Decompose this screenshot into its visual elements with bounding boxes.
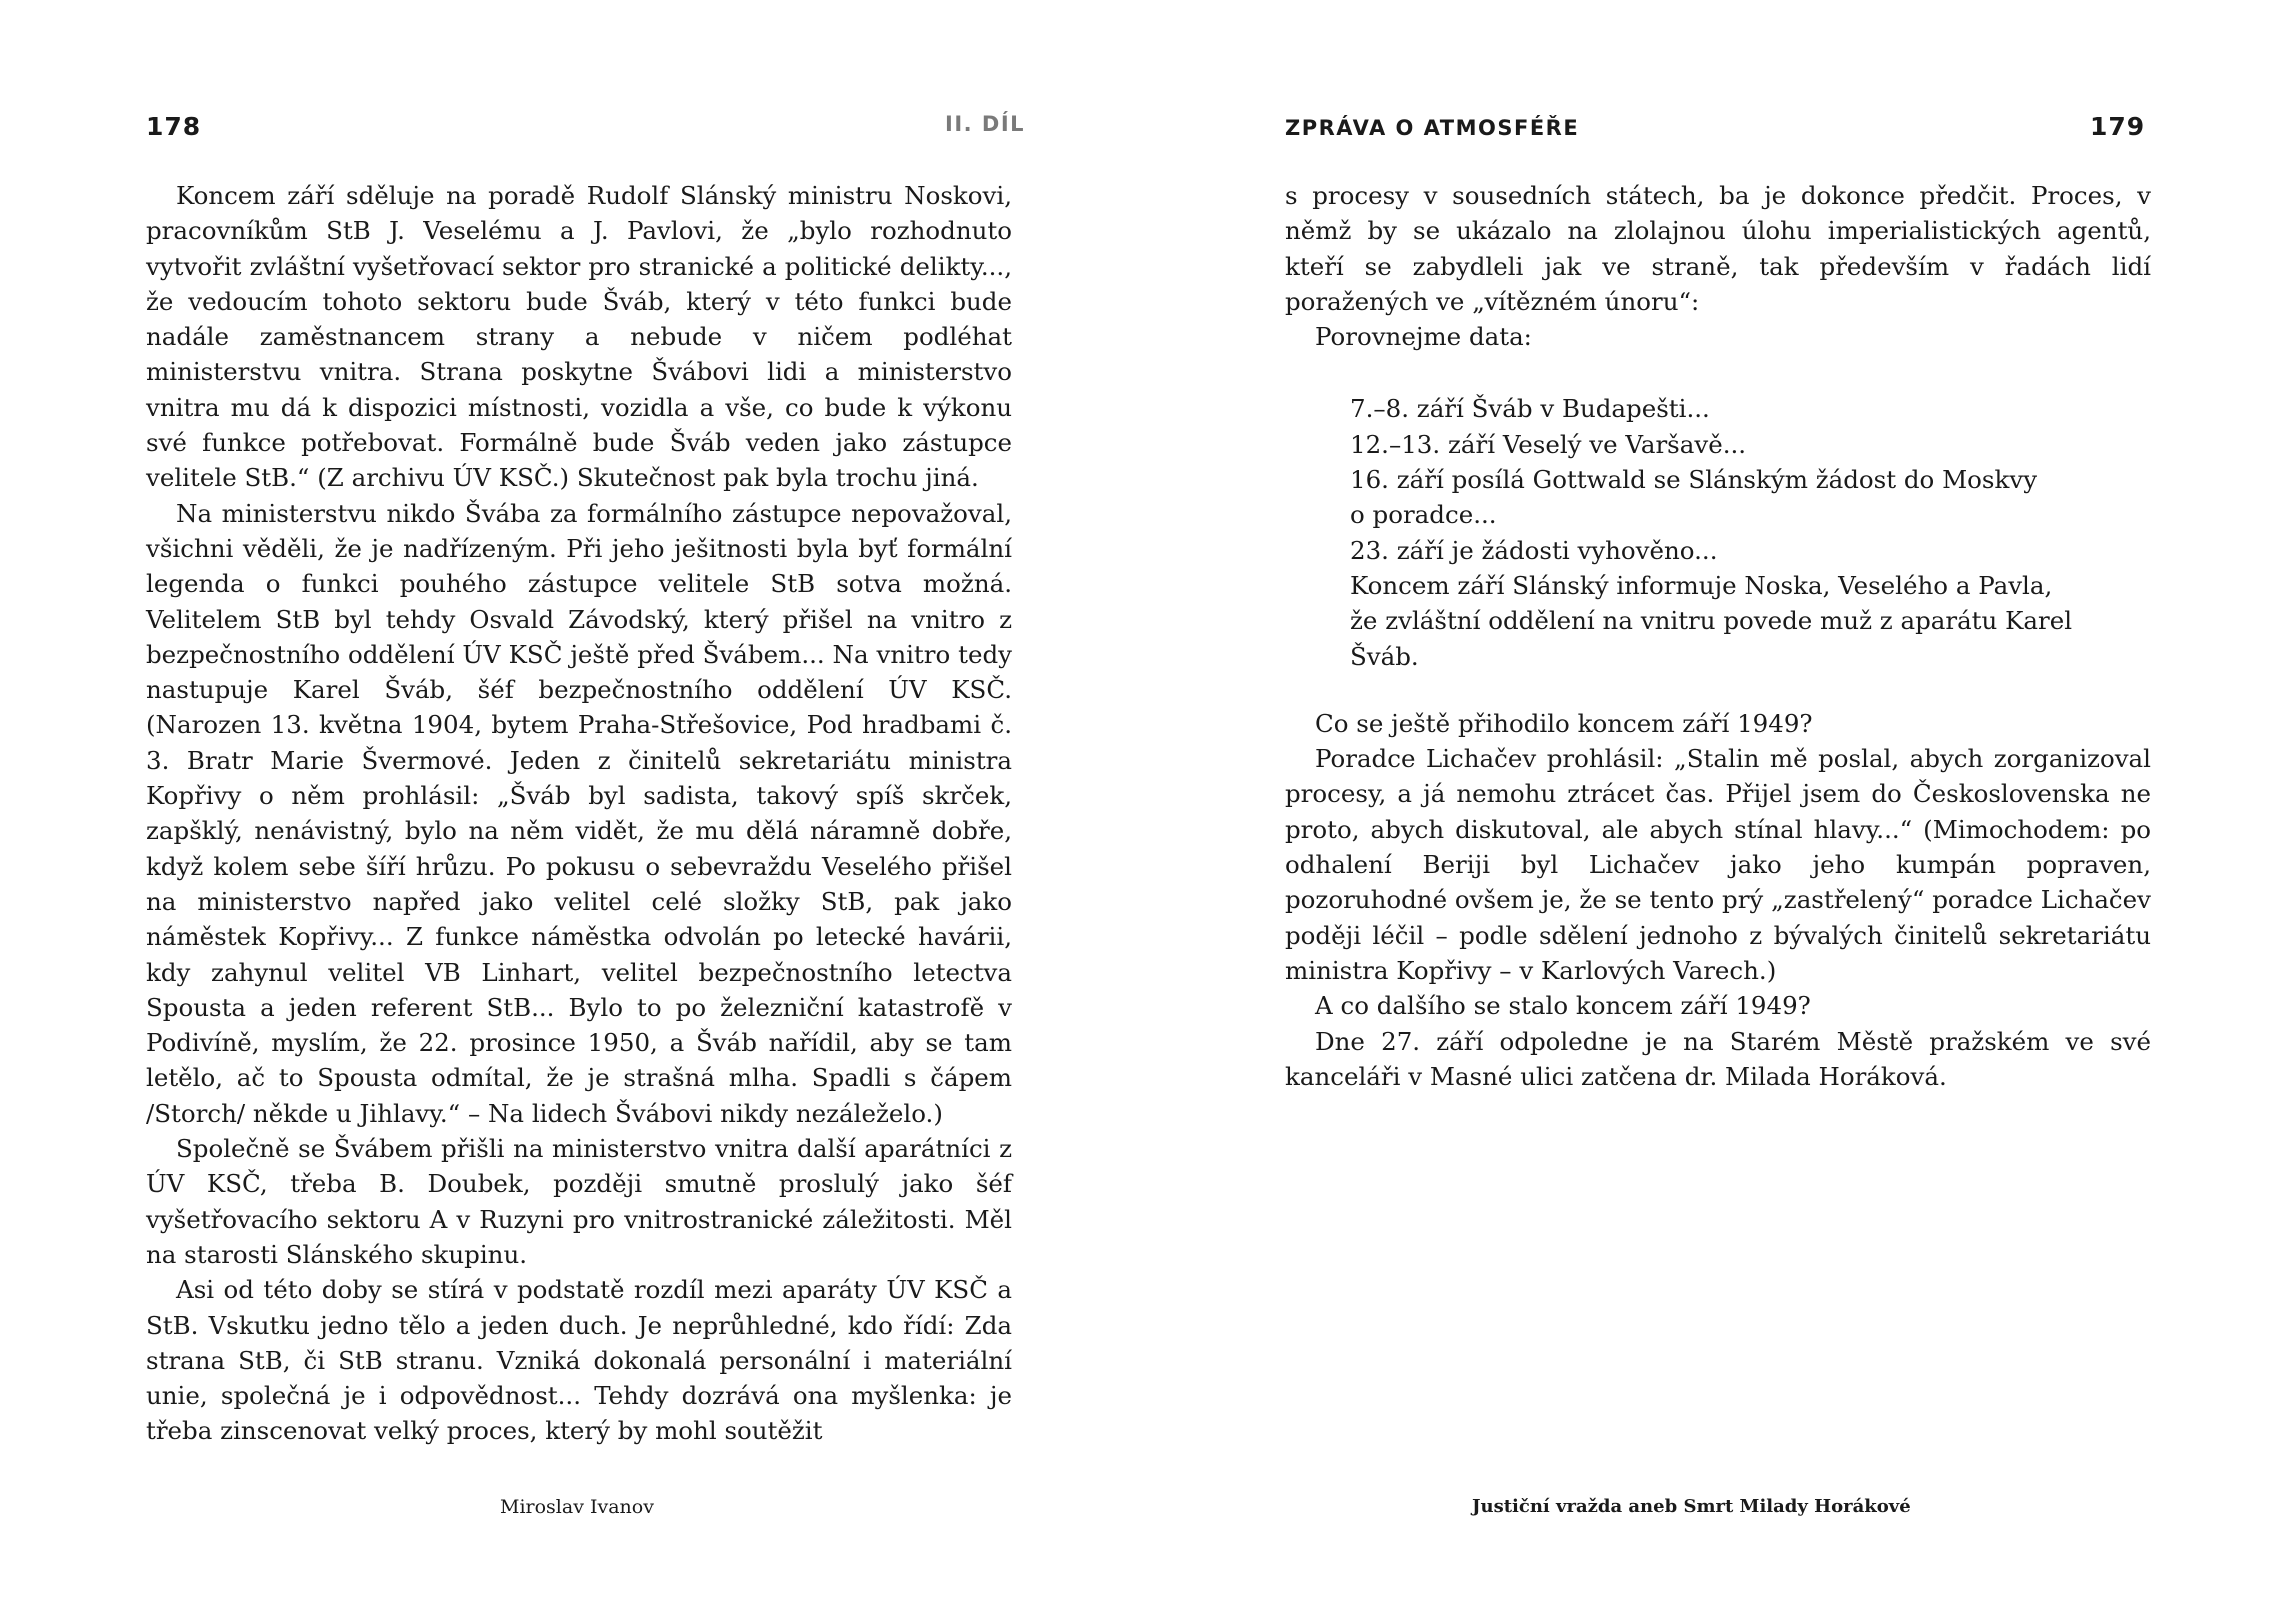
footer-author: Miroslav Ivanov xyxy=(500,1496,654,1518)
date-item: 7.–8. září Šváb v Budapešti... xyxy=(1350,394,1710,424)
paragraph: Dne 27. září odpoledne je na Starém Městě pražském ve své kanceláři v Masné ulici zatčena dr. Milada Horáková. xyxy=(1285,1026,2151,1091)
left-body-text xyxy=(146,178,1012,1449)
paragraph: s procesy v sousedních státech, ba je dokonce předčit. Proces, v němž by se ukázalo na zlolajnou úlohu imperialistických agentů, kteří se zabydleli jak ve straně, tak především v řadách lidí poražených ve „vítězném únoru“: xyxy=(1285,181,2151,316)
date-list xyxy=(1285,391,2151,673)
date-item: Koncem září Slánský informuje Noska, Veselého a Pavla, xyxy=(1350,570,2053,600)
right-page xyxy=(1142,0,2284,1615)
date-item: 16. září posílá Gottwald se Slánským žádost do Moskvy xyxy=(1350,465,2038,495)
paragraph: Co se ještě přihodilo koncem září 1949? xyxy=(1315,708,1813,738)
paragraph: Koncem září sděluje na poradě Rudolf Slánský ministru Noskovi, pracovníkům StB J. Veselému a J. Pavlovi, že „bylo rozhodnuto vytvořit zvláštní vyšetřovací sektor pro stranické a politické delikty..., že vedoucím tohoto sektoru bude Šváb, který v této funkci bude nadále zaměstnancem strany a nebude v ničem podléhat ministerstvu vnitra. Strana poskytne Švábovi lidi a ministerstvo vnitra mu dá k dispozici místnosti, vozidla a vše, co bude k výkonu své funkce potřebovat. Formálně bude Šváb veden jako zástupce velitele StB.“ (Z archivu ÚV KSČ.) Skutečnost pak byla trochu jiná. xyxy=(146,181,1012,493)
paragraph: Společně se Švábem přišli na ministerstvo vnitra další aparátníci z ÚV KSČ, třeba B. Doubek, později smutně proslulý jako šéf vyšetřovacího sektoru A v Ruzyni pro vnitrostranické záležitosti. Měl na starosti Slánského skupinu. xyxy=(146,1134,1012,1269)
date-item: o poradce... xyxy=(1350,500,1497,530)
paragraph: Porovnejme data: xyxy=(1315,322,1532,352)
paragraph: A co dalšího se stalo koncem září 1949? xyxy=(1315,991,1811,1021)
running-head-left: II. DÍL xyxy=(945,112,1026,136)
page-number-right: 179 xyxy=(2090,112,2146,141)
date-item: 12.–13. září Veselý ve Varšavě... xyxy=(1350,429,1747,459)
paragraph: Na ministerstvu nikdo Švába za formálního zástupce nepovažoval, všichni věděli, že je nadřízeným. Při jeho ješitnosti byla byť formální legenda o funkci pouhého zástupce velitele StB sotva možná. Velitelem StB byl tehdy Osvald Závodský, který přišel na vnitro z bezpečnostního oddělení ÚV KSČ ještě před Švábem... Na vnitro tedy nastupuje Karel Šváb, šéf bezpečnostního oddělení ÚV KSČ. (Narozen 13. května 1904, bytem Praha-Střešovice, Pod hradbami č. 3. Bratr Marie Švermové. Jeden z činitelů sekretariátu ministra Kopřivy o něm prohlásil: „Šváb byl sadista, takový spíš skrček, zapšklý, nenávistný, bylo na něm vidět, že mu dělá náramně dobře, když kolem sebe šíří hrůzu. Po pokusu o sebevraždu Veselého přišel na ministerstvo napřed jako velitel celé složky StB, pak jako náměstek Kopřivy... Z funkce náměstka odvolán po letecké havárii, kdy zahynul velitel VB Linhart, velitel bezpečnostního letectva Spousta a jeden referent StB... Bylo to po železniční katastrofě v Podivíně, myslím, že 22. prosince 1950, a Šváb nařídil, aby se tam letělo, ač to Spousta odmítal, že je strašná mlha. Spadli s čápem /Storch/ někde u Jihlavy.“ – Na lidech Švábovi nikdy nezáleželo.) xyxy=(146,498,1012,1128)
paragraph: Poradce Lichačev prohlásil: „Stalin mě poslal, abych zorganizoval procesy, a já nemohu ztrácet čas. Přijel jsem do Československa ne proto, abych diskutoval, ale abych stínal hlavy...“ (Mimochodem: po odhalení Beriji byl Lichačev jako jeho kumpán popraven, pozoruhodné ovšem je, že se tento prý „zastřelený“ poradce Lichačev poději léčil – podle sdělení jednoho z bývalých činitelů sekretariátu ministra Kopřivy – v Karlových Varech.) xyxy=(1285,744,2151,985)
date-item: že zvláštní oddělení na vnitru povede muž z aparátu Karel xyxy=(1350,606,2073,636)
date-item: Šváb. xyxy=(1350,641,1419,671)
right-body-text xyxy=(1285,178,2151,1094)
date-item: 23. září je žádosti vyhověno... xyxy=(1350,535,1718,565)
footer-book-title: Justiční vražda aneb Smrt Milady Horákové xyxy=(1472,1496,1911,1517)
running-head-right: ZPRÁVA O ATMOSFÉŘE xyxy=(1285,116,1580,140)
paragraph: Asi od této doby se stírá v podstatě rozdíl mezi aparáty ÚV KSČ a StB. Vskutku jedno tělo a jeden duch. Je neprůhledné, kdo řídí: Zda strana StB, či StB stranu. Vzniká dokonalá personální i materiální unie, společná je i odpovědnost... Tehdy dozrává ona myšlenka: je třeba zinscenovat velký proces, který by mohl soutěžit xyxy=(146,1275,1012,1446)
page-number-left: 178 xyxy=(146,112,202,141)
